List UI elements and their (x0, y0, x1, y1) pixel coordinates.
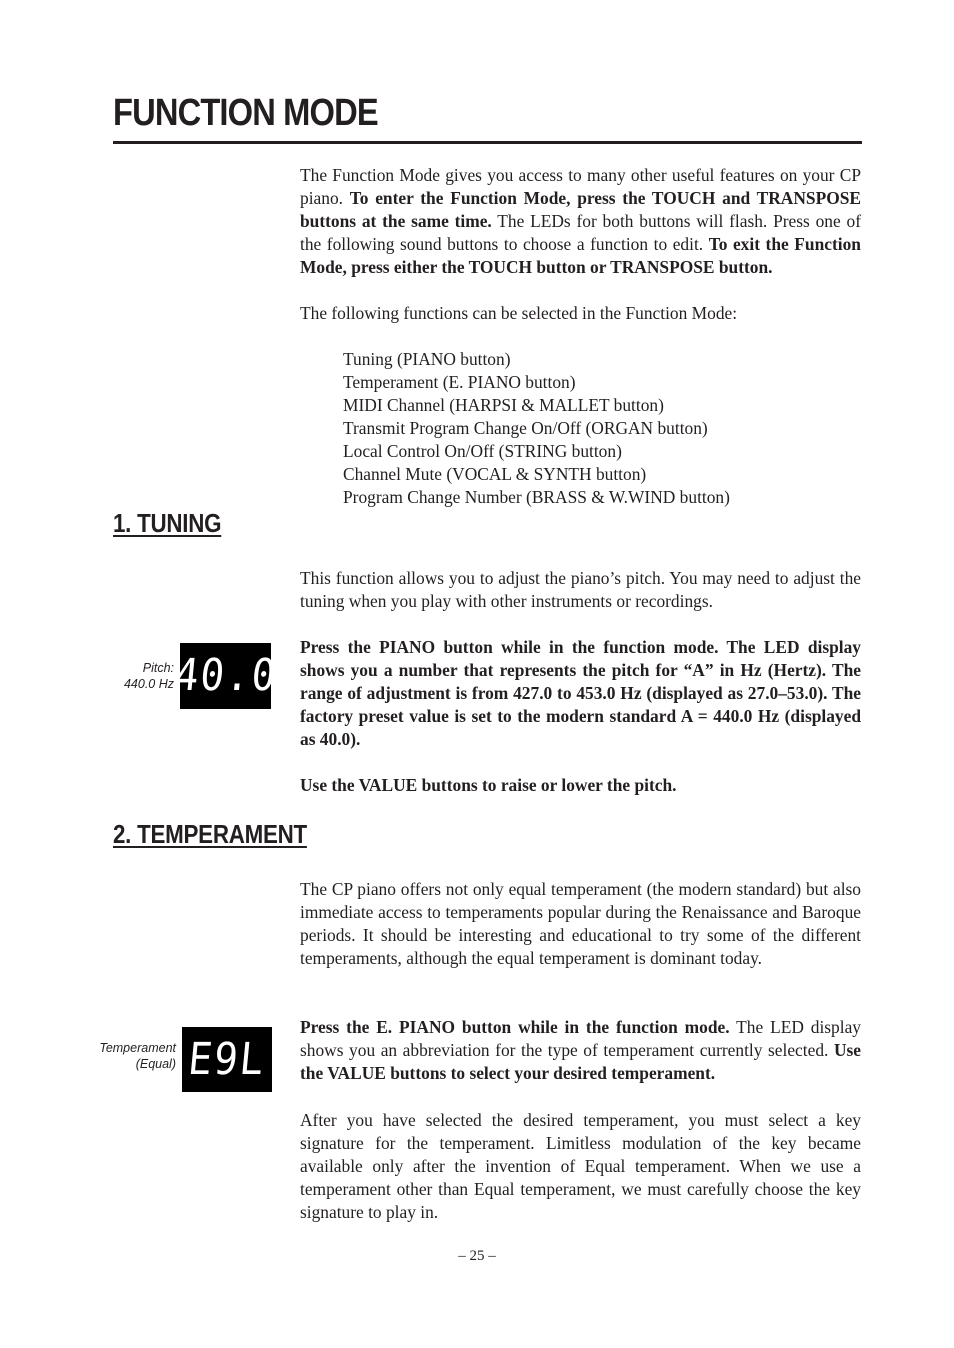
function-list (343, 348, 730, 509)
pitch-led-readout: 40.0 (171, 650, 280, 701)
tuning-heading: 1. TUNING (113, 508, 222, 538)
temperament-instructions (300, 1016, 861, 1085)
intro-enter-instruction: To enter the Function Mode, press the TOUCH and TRANSPOSE buttons at the same time. (300, 188, 861, 231)
pitch-caption (100, 660, 174, 692)
temperament-caption-label: Temperament (99, 1041, 176, 1055)
pitch-caption-value: 440.0 Hz (123, 677, 174, 691)
list-item: Transmit Program Change On/Off (ORGAN button) (343, 418, 708, 438)
list-item: MIDI Channel (HARPSI & MALLET button) (343, 395, 664, 415)
tuning-instructions: Press the PIANO button while in the function mode. The LED display shows you a number that represents the pitch for “A” in Hz (Hertz). The range of adjustment is from 427.0 to 453.0 Hz (displayed as 27.0–53.0). The factory preset value is set to the modern standard A = 440.0 Hz (displayed as 40.0). (300, 637, 861, 749)
intro-paragraph (300, 164, 861, 279)
title-rule (113, 141, 862, 144)
temperament-caption-value: (Equal) (135, 1057, 176, 1071)
temperament-key-signature: After you have selected the desired temperament, you must select a key signature for the temperament. Limitless modulation of the key became available only after the invention of Equal temperament. When we use a temperament other than Equal temperament, we must carefully choose the key signature to play in. (300, 1110, 861, 1222)
temperament-led-readout: E9L (186, 1033, 268, 1085)
pitch-caption-label: Pitch: (142, 661, 174, 675)
temperament-caption (80, 1040, 176, 1072)
list-item: Channel Mute (VOCAL & SYNTH button) (343, 464, 647, 484)
list-item: Temperament (E. PIANO button) (343, 372, 576, 392)
list-item: Tuning (PIANO button) (343, 349, 511, 369)
intro-list-lead: The following functions can be selected in the Function Mode: (300, 303, 738, 323)
temperament-value-instruction: Use the VALUE buttons to select your desired temperament. (300, 1040, 861, 1083)
list-item: Local Control On/Off (STRING button) (343, 441, 622, 461)
temperament-heading: 2. TEMPERAMENT (113, 819, 307, 849)
tuning-intro: This function allows you to adjust the piano’s pitch. You may need to adjust the tuning when you play with other instruments or recordings. (300, 568, 861, 611)
pitch-led-display (171, 643, 280, 709)
temperament-led-description: The LED display shows you an abbreviation for the type of temperament currently selected. (300, 1017, 861, 1060)
list-item: Program Change Number (BRASS & W.WIND button) (343, 487, 730, 507)
page-title: FUNCTION MODE (113, 92, 378, 134)
page-number: – 25 – (458, 1248, 496, 1264)
intro-text-1: The Function Mode gives you access to many other useful features on your CP piano. (300, 165, 861, 208)
intro-exit-instruction: To exit the Function Mode, press either the TOUCH button or TRANSPOSE button. (300, 234, 861, 277)
intro-text-2: The LEDs for both buttons will flash. Press one of the following sound buttons to choose a function to edit. (300, 211, 861, 254)
tuning-value-instruction: Use the VALUE buttons to raise or lower the pitch. (300, 775, 677, 795)
temperament-intro: The CP piano offers not only equal temperament (the modern standard) but also immediate access to temperaments popular during the Renaissance and Baroque periods. It should be interesting and educational to try some of the different temperaments, although the equal temperament is dominant today. (300, 879, 861, 968)
temperament-press-instruction: Press the E. PIANO button while in the function mode. (300, 1017, 730, 1037)
temperament-led-display (182, 1027, 272, 1092)
